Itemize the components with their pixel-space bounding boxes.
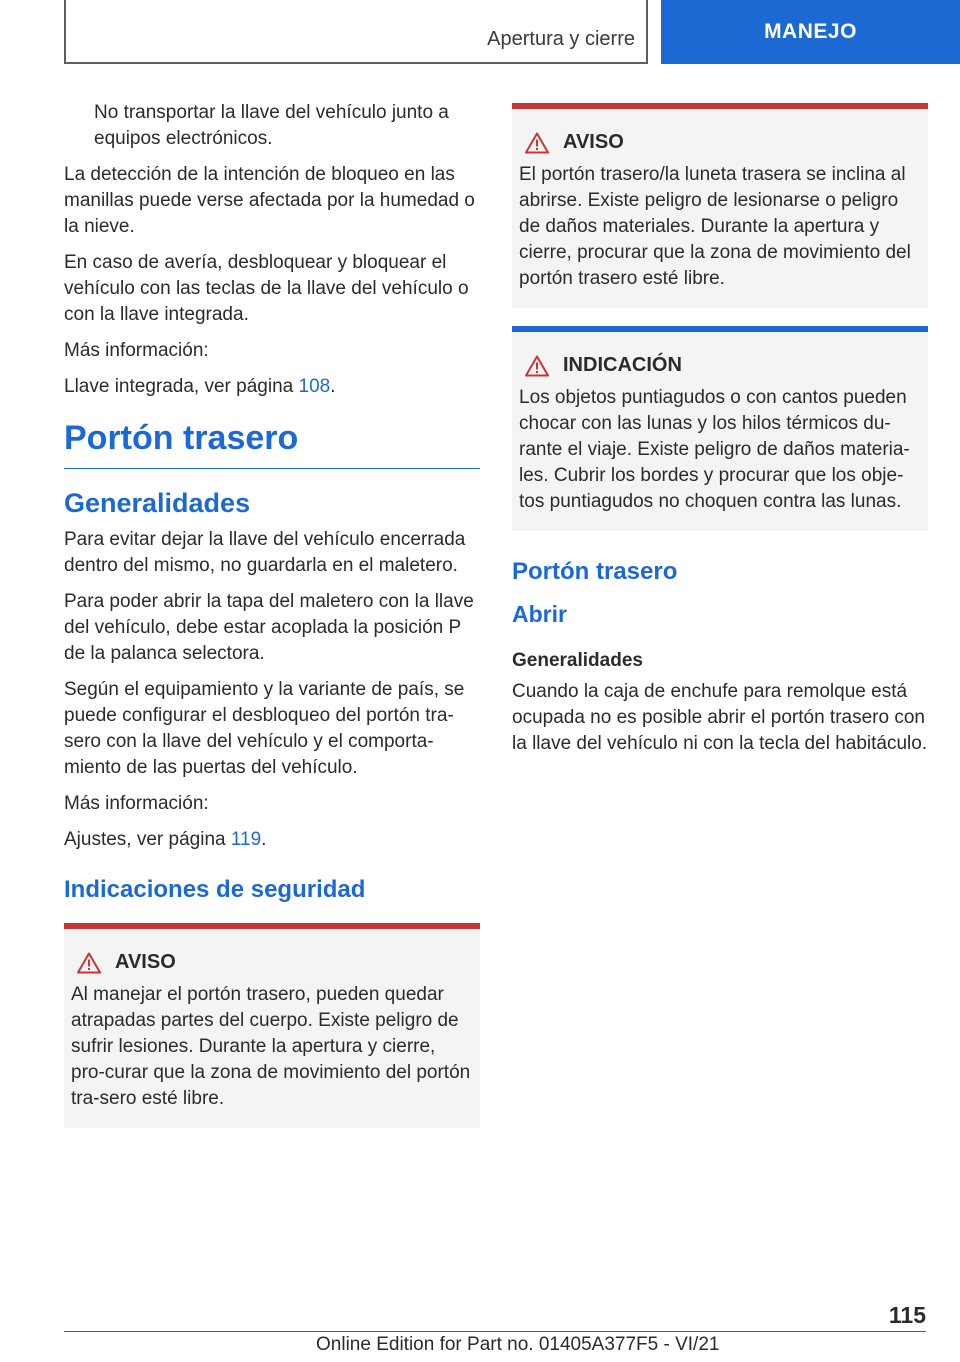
chapter-tab[interactable] bbox=[661, 0, 960, 64]
notice-title: INDICACIÓN bbox=[563, 354, 682, 376]
chapter-tab-label: MANEJO bbox=[764, 20, 857, 43]
paragraph-heading: Generalidades bbox=[512, 650, 643, 671]
warning-notice bbox=[64, 923, 480, 1128]
paragraph: Según el equipamiento y la variante de país, se puede configurar el desbloqueo del portón tra‐sero con la llave del vehículo y el comporta‐miento de las puertas del vehículo. bbox=[64, 679, 465, 778]
page-number: 115 bbox=[888, 1302, 926, 1328]
minor-heading: Abrir bbox=[512, 601, 567, 627]
notice-text: Al manejar el portón trasero, pueden quedar atrapadas partes del cuerpo. Existe peligro de sufrir lesiones. Durante la apertura y cierre, pro‐curar que la zona de movimiento del portón tra‐sero esté libre. bbox=[71, 984, 471, 1109]
page-link-119[interactable]: 119 bbox=[230, 829, 262, 850]
left-column bbox=[64, 100, 480, 1128]
reference-text: Llave integrada, ver página bbox=[64, 376, 299, 397]
subsection-heading: Indicaciones de seguridad bbox=[64, 876, 366, 903]
edition-info: Online Edition for Part no. 01405A377F5 - VI/21 bbox=[316, 1334, 720, 1355]
paragraph: La detección de la intención de bloqueo en las manillas puede verse afectada por la humedad o la nieve. bbox=[64, 164, 475, 237]
reference-text: Ajustes, ver página bbox=[64, 829, 231, 850]
notice-header bbox=[519, 131, 921, 154]
page-reference bbox=[64, 374, 480, 400]
notice-title: AVISO bbox=[115, 951, 176, 973]
page-link-108[interactable]: 108 bbox=[298, 376, 331, 397]
warning-triangle-icon bbox=[525, 132, 549, 154]
footer-divider bbox=[64, 1331, 926, 1332]
right-column bbox=[512, 100, 928, 767]
info-notice bbox=[512, 326, 928, 531]
paragraph: Cuando la caja de enchufe para remolque está ocupada no es posible abrir el portón trasero con la llave del vehículo ni con la tecla del habitáculo. bbox=[512, 681, 928, 754]
reference-end: . bbox=[261, 829, 267, 850]
page-reference bbox=[64, 827, 480, 853]
more-info-label: Más información: bbox=[64, 340, 209, 361]
paragraph: Para poder abrir la tapa del maletero con la llave del vehículo, debe estar acoplada la posición P de la palanca selectora. bbox=[64, 591, 474, 664]
section-title: Apertura y cierre bbox=[487, 28, 635, 50]
warning-triangle-icon bbox=[525, 355, 549, 377]
paragraph: No transportar la llave del vehículo junto a equipos electrónicos. bbox=[94, 102, 449, 149]
notice-header bbox=[519, 354, 921, 377]
notice-header bbox=[71, 951, 473, 974]
paragraph: En caso de avería, desbloquear y bloquear el vehículo con las teclas de la llave del vehículo o con la llave integrada. bbox=[64, 252, 469, 325]
notice-title: AVISO bbox=[563, 131, 624, 153]
chapter-heading: Portón trasero bbox=[64, 418, 480, 469]
notice-text: Los objetos puntiagudos o con cantos pueden chocar con las lunas y los hilos térmicos du‐rante el viaje. Existe peligro de daños materia‐les. Cubrir los bordes y procurar que los obje‐tos puntiagudos no choquen contra las lunas. bbox=[519, 387, 910, 512]
warning-triangle-icon bbox=[77, 952, 101, 974]
notice-text: El portón trasero/la luneta trasera se inclina al abrirse. Existe peligro de lesionarse o peligro de daños materiales. Durante la apertura y cierre, procurar que la zona de movimiento del portón trasero esté libre. bbox=[519, 164, 911, 289]
more-info-label: Más información: bbox=[64, 793, 209, 814]
paragraph: Para evitar dejar la llave del vehículo encerrada dentro del mismo, no guardarla en el maletero. bbox=[64, 529, 466, 576]
section-heading: Generalidades bbox=[64, 488, 251, 518]
subsection-heading: Portón trasero bbox=[512, 558, 678, 585]
reference-end: . bbox=[330, 376, 336, 397]
warning-notice bbox=[512, 103, 928, 308]
